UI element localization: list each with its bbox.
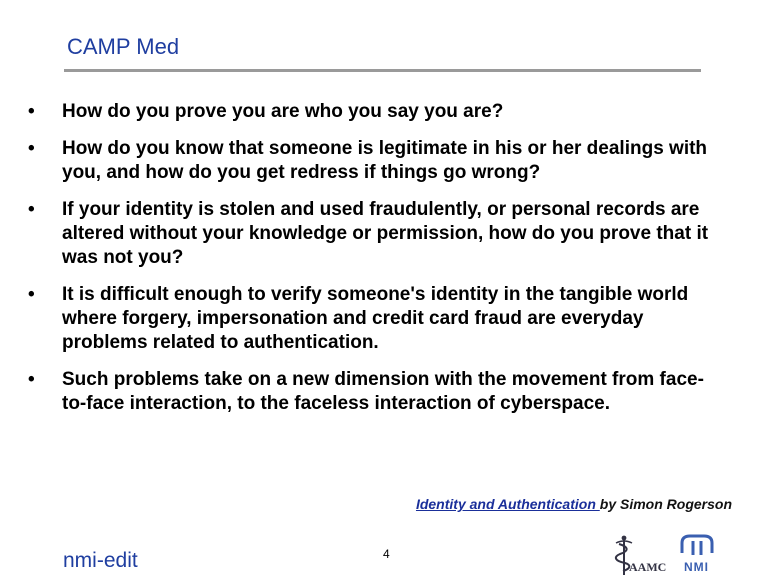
- citation: [416, 496, 732, 512]
- bullet-list: [28, 100, 728, 429]
- bullet-text: If your identity is stolen and used fraudulently, or personal records are altered without your knowledge or permission, how do you prove that it was not you?: [62, 199, 709, 268]
- bullet-item: [28, 283, 728, 355]
- bullet-item: [28, 198, 728, 270]
- bullet-text: It is difficult enough to verify someone's identity in the tangible world where forgery, impersonation and credit card fraud are everyday problems related to authentication.: [62, 284, 689, 353]
- footer-brand: nmi-edit: [63, 549, 138, 572]
- bullet-item: [28, 368, 728, 416]
- nmi-mark-icon: [678, 533, 716, 557]
- bullet-icon: •: [28, 199, 35, 220]
- citation-author: by Simon Rogerson: [599, 496, 732, 512]
- citation-link[interactable]: Identity and Authentication: [415, 496, 600, 512]
- bullet-icon: •: [28, 138, 35, 159]
- slide-title: CAMP Med: [67, 34, 180, 59]
- bullet-icon: •: [28, 101, 35, 122]
- bullet-item: [28, 100, 728, 124]
- bullet-text: How do you prove you are who you say you are?: [62, 101, 504, 122]
- bullet-text: Such problems take on a new dimension with the movement from face-to-face interaction, to the faceless interaction of cyberspace.: [62, 369, 704, 414]
- page-number: 4: [383, 547, 390, 561]
- nmi-label: NMI: [684, 560, 709, 574]
- aamc-label: AAMC: [629, 560, 667, 574]
- bullet-icon: •: [28, 369, 35, 390]
- bullet-item: [28, 137, 728, 185]
- bullet-text: How do you know that someone is legitimate in his or her dealings with you, and how do you get redress if things go wrong?: [62, 138, 708, 183]
- title-divider: [64, 69, 701, 72]
- bullet-icon: •: [28, 284, 35, 305]
